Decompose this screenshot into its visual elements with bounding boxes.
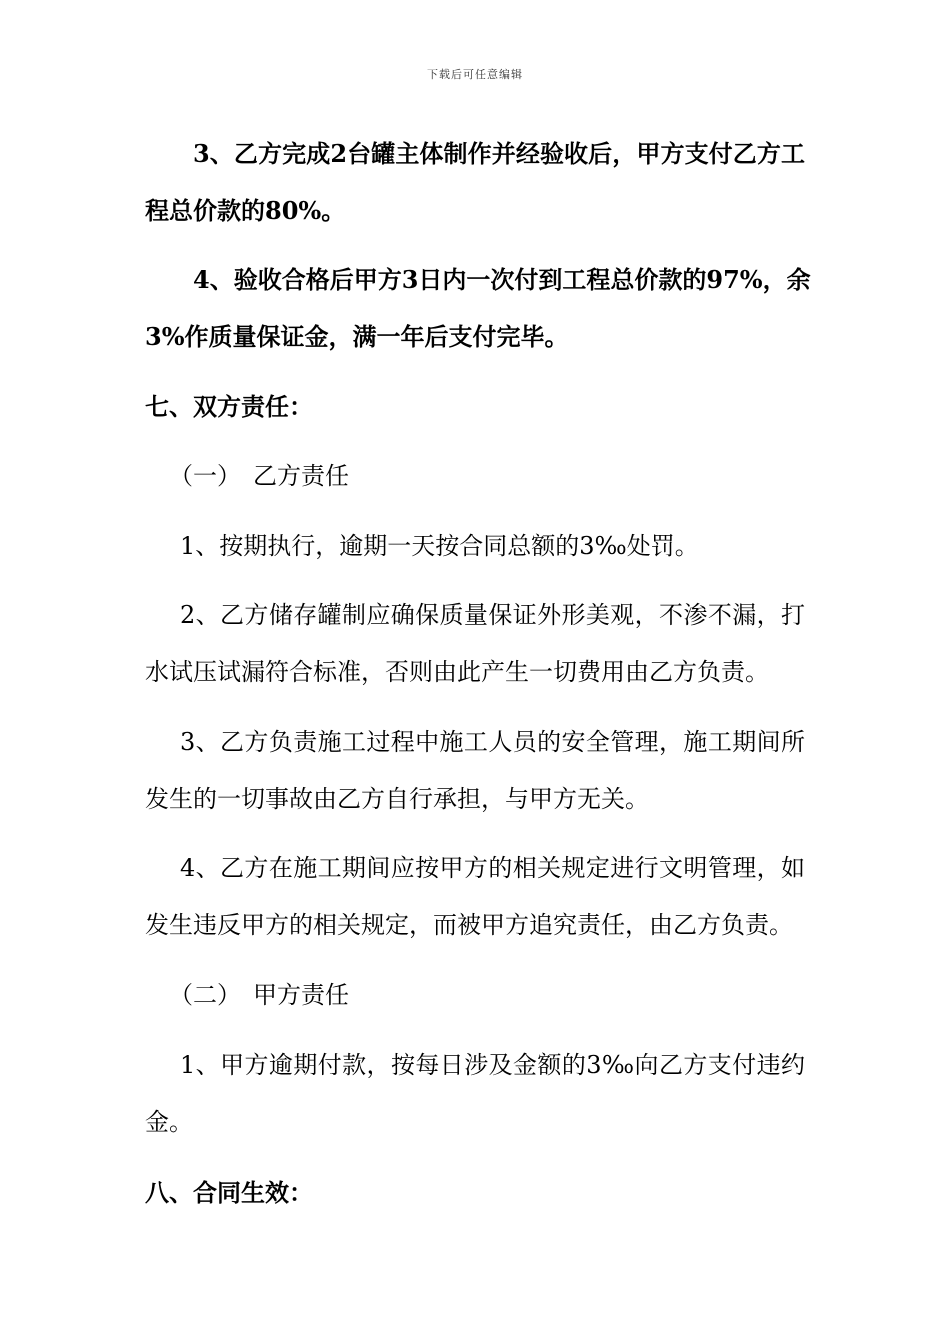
clause-4-line-2: 3%作质量保证金，满一年后支付完毕。 bbox=[145, 322, 569, 351]
party-a-item-1-line-2: 金。 bbox=[145, 1108, 193, 1136]
party-a-item-1-line-1: 1、甲方逾期付款，按每日涉及金额的3‰向乙方支付违约 bbox=[180, 1051, 805, 1079]
party-b-item-2-line-1: 2、乙方储存罐制应确保质量保证外形美观，不渗不漏，打 bbox=[180, 601, 805, 629]
party-b-item-3-line-2: 发生的一切事故由乙方自行承担，与甲方无关。 bbox=[145, 785, 649, 813]
section-7-heading: 七、双方责任： bbox=[145, 392, 313, 421]
party-b-item-3-line-1: 3、乙方负责施工过程中施工人员的安全管理，施工期间所 bbox=[180, 728, 805, 756]
party-b-item-1: 1、按期执行，逾期一天按合同总额的3‰处罚。 bbox=[180, 532, 699, 560]
party-b-item-4-line-2: 发生违反甲方的相关规定，而被甲方追究责任，由乙方负责。 bbox=[145, 911, 793, 939]
party-b-item-2-line-2: 水试压试漏符合标准，否则由此产生一切费用由乙方负责。 bbox=[145, 658, 769, 686]
clause-4-line-1: 4、验收合格后甲方3日内一次付到工程总价款的97%，余 bbox=[193, 265, 811, 294]
subsection-1-heading: （一） 乙方责任 bbox=[169, 462, 349, 490]
clause-3-line-1: 3、乙方完成2台罐主体制作并经验收后，甲方支付乙方工 bbox=[193, 139, 805, 168]
party-b-item-4-line-1: 4、乙方在施工期间应按甲方的相关规定进行文明管理，如 bbox=[180, 854, 805, 882]
section-8-heading: 八、合同生效： bbox=[145, 1178, 313, 1207]
page-header-note: 下载后可任意编辑 bbox=[427, 68, 523, 81]
clause-3-line-2: 程总价款的80%。 bbox=[145, 196, 346, 225]
subsection-2-heading: （二） 甲方责任 bbox=[169, 981, 349, 1009]
